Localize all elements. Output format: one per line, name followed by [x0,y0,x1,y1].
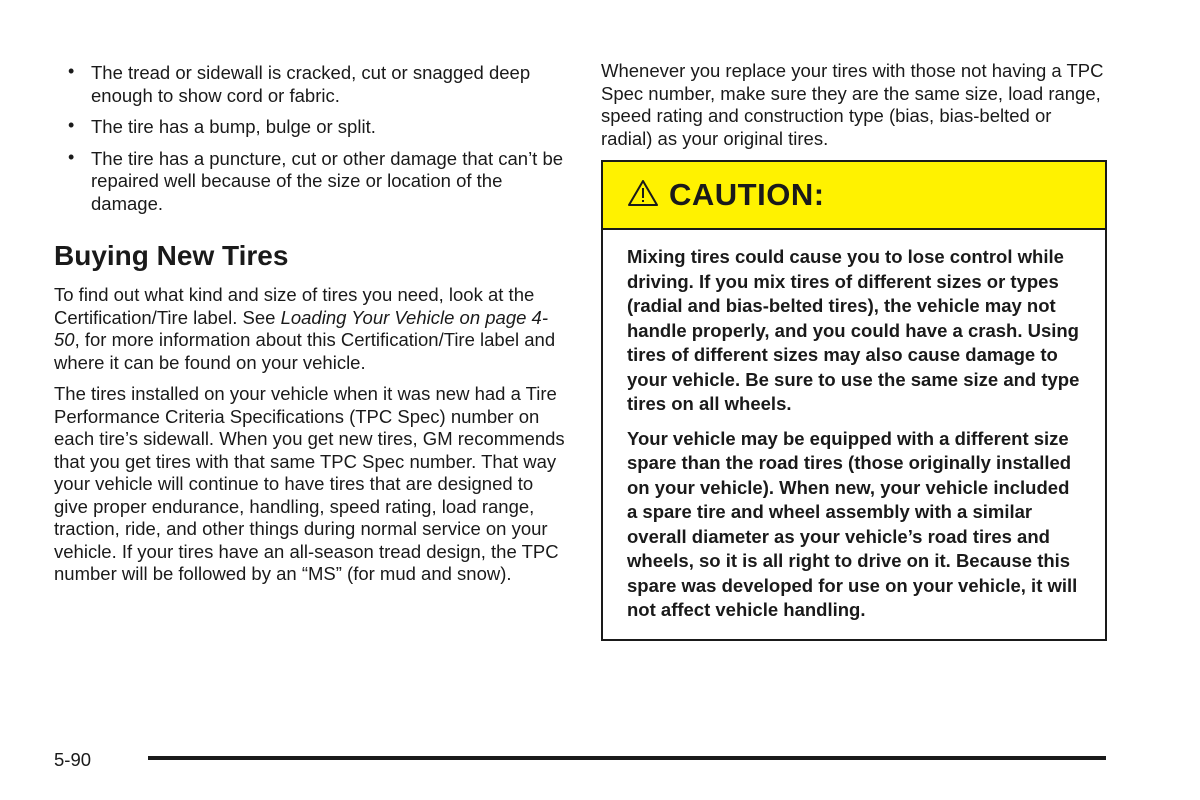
tpc-spec-paragraph: The tires installed on your vehicle when it was new had a Tire Performance Criteria Specifications (TPC Spec) number on each tire’s sidewall. When you get new tires, GM recommends that you get tires with that same TPC Spec number. That way your vehicle will continue to have tires that are designed to give proper endurance, handling, speed rating, load range, traction, ride, and other things during normal service on your vehicle. If your tires have an all-season tread design, the TPC number will be followed by an “MS” (for mud and snow). [54,383,565,584]
list-item [54,116,566,139]
page-number: 5-90 [54,749,92,770]
paragraph-text: To find out what kind and size of tires you need, look at the Certification/Tire label. See [54,284,535,328]
bullet-icon: • [68,61,75,81]
right-column [601,60,1107,641]
list-item-text: The tire has a puncture, cut or other damage that can’t be repaired well because of the size or location of the damage. [91,147,564,214]
caution-paragraph: Mixing tires could cause you to lose control while driving. If you mix tires of different sizes or types (radial and bias-belted tires), the vehicle may not handle properly, and you could have a crash. Using tires of different sizes may also cause damage to your vehicle. Be sure to use the same size and type tires on all wheels. [627,246,1080,414]
left-column [54,62,566,595]
bullet-icon: • [68,115,75,135]
replacement-paragraph: Whenever you replace your tires with those not having a TPC Spec number, make sure they are the same size, load range, speed rating and construction type (bias, bias-belted or radial) as your original tires. [601,60,1104,149]
bullet-icon: • [68,146,75,167]
paragraph-text: , for more information about this Certification/Tire label and where it can be found on your vehicle. [54,329,556,373]
caution-title: CAUTION: [669,177,825,212]
section-heading: Buying New Tires [54,240,289,271]
warning-triangle-icon [627,179,659,207]
certification-paragraph [54,284,566,374]
cross-reference-link[interactable]: Loading Your Vehicle on page 4-50 [54,306,548,350]
list-item [54,62,566,107]
caution-box [601,160,1107,641]
caution-paragraph: Your vehicle may be equipped with a different size spare than the road tires (those originally installed on your vehicle). When new, your vehicle included a spare tire and wheel assembly with a similar overall diameter as your vehicle’s road tires and wheels, so it is all right to drive on it. Because this spare was developed for use on your vehicle, it will not affect vehicle handling. [627,427,1078,620]
caution-body [603,230,1105,639]
list-item-text: The tire has a bump, bulge or split. [91,116,376,137]
list-item-text: The tread or sidewall is cracked, cut or snagged deep enough to show cord or fabric. [91,62,531,106]
list-item [54,148,566,216]
tire-damage-list [54,62,566,215]
footer-rule [148,756,1106,760]
caution-header [603,162,1105,230]
